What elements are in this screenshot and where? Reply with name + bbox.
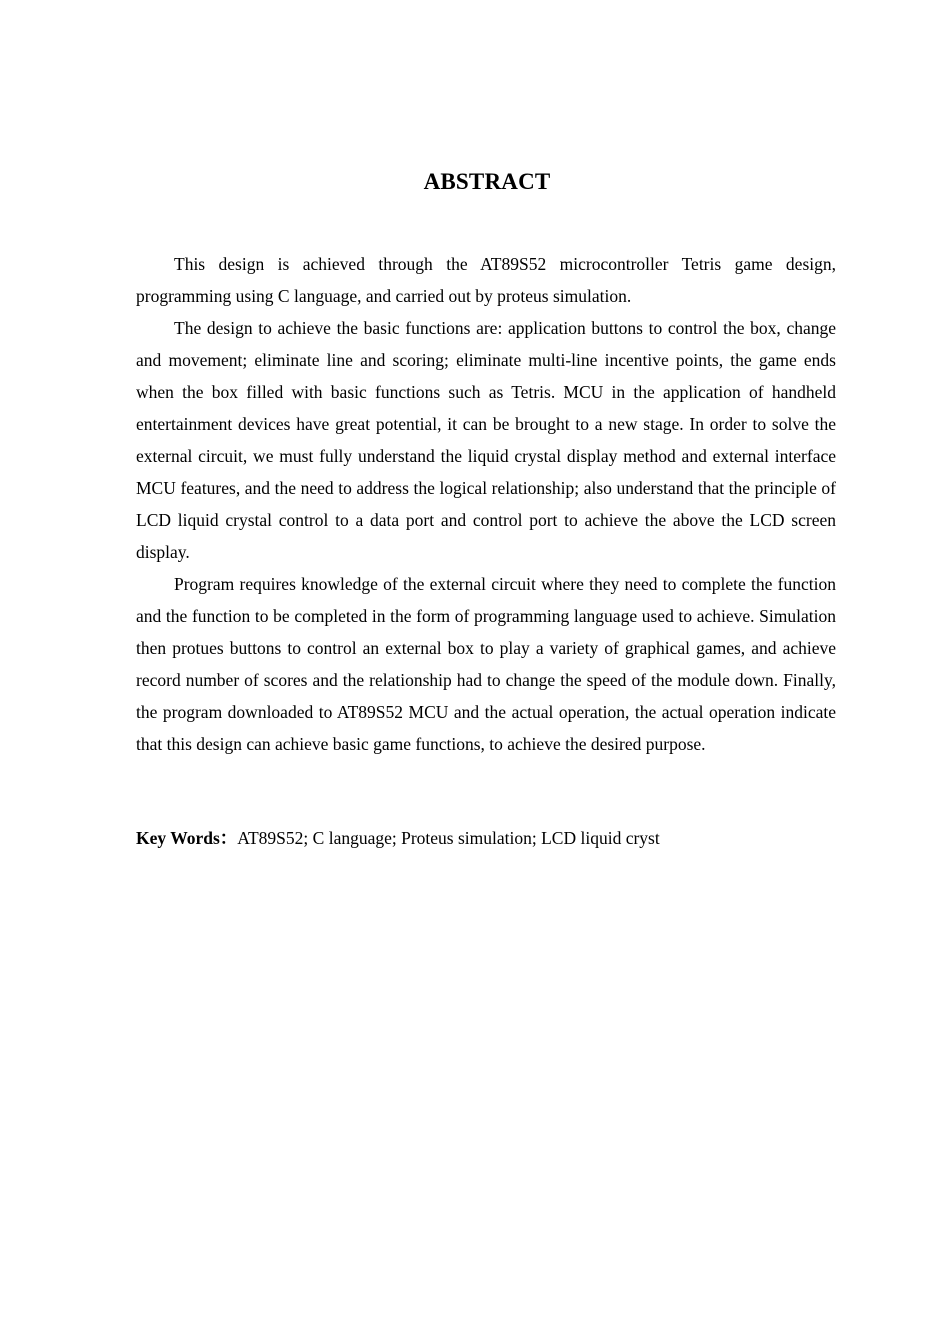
keywords-label: Key Words： [136, 828, 238, 848]
keywords-line [136, 822, 836, 854]
abstract-paragraph-1: This design is achieved through the AT89S52 microcontroller Tetris game design, programming using C language, and carried out by proteus simulation. [136, 254, 836, 306]
abstract-body [136, 248, 836, 760]
abstract-paragraph-2: The design to achieve the basic functions are: application buttons to control the box, change and movement; eliminate line and scoring; eliminate multi-line incentive points, the game ends when the box filled with basic functions such as Tetris. MCU in the application of handheld entertainment devices have great potential, it can be brought to a new stage. In order to solve the external circuit, we must fully understand the liquid crystal display method and external interface MCU features, and the need to address the logical relationship; also understand that the principle of LCD liquid crystal control to a data port and control port to achieve the above the LCD screen display. [136, 318, 836, 562]
keywords-text: AT89S52; C language; Proteus simulation; LCD liquid cryst [237, 828, 660, 848]
page-title: ABSTRACT [423, 169, 551, 194]
abstract-paragraph-3: Program requires knowledge of the external circuit where they need to complete the function and the function to be completed in the form of programming language used to achieve. Simulation then protues buttons to control an external box to play a variety of graphical games, and achieve record number of scores and the relationship had to change the speed of the module down. Finally, the program downloaded to AT89S52 MCU and the actual operation, the actual operation indicate that this design can achieve basic game functions, to achieve the desired purpose. [136, 574, 836, 754]
